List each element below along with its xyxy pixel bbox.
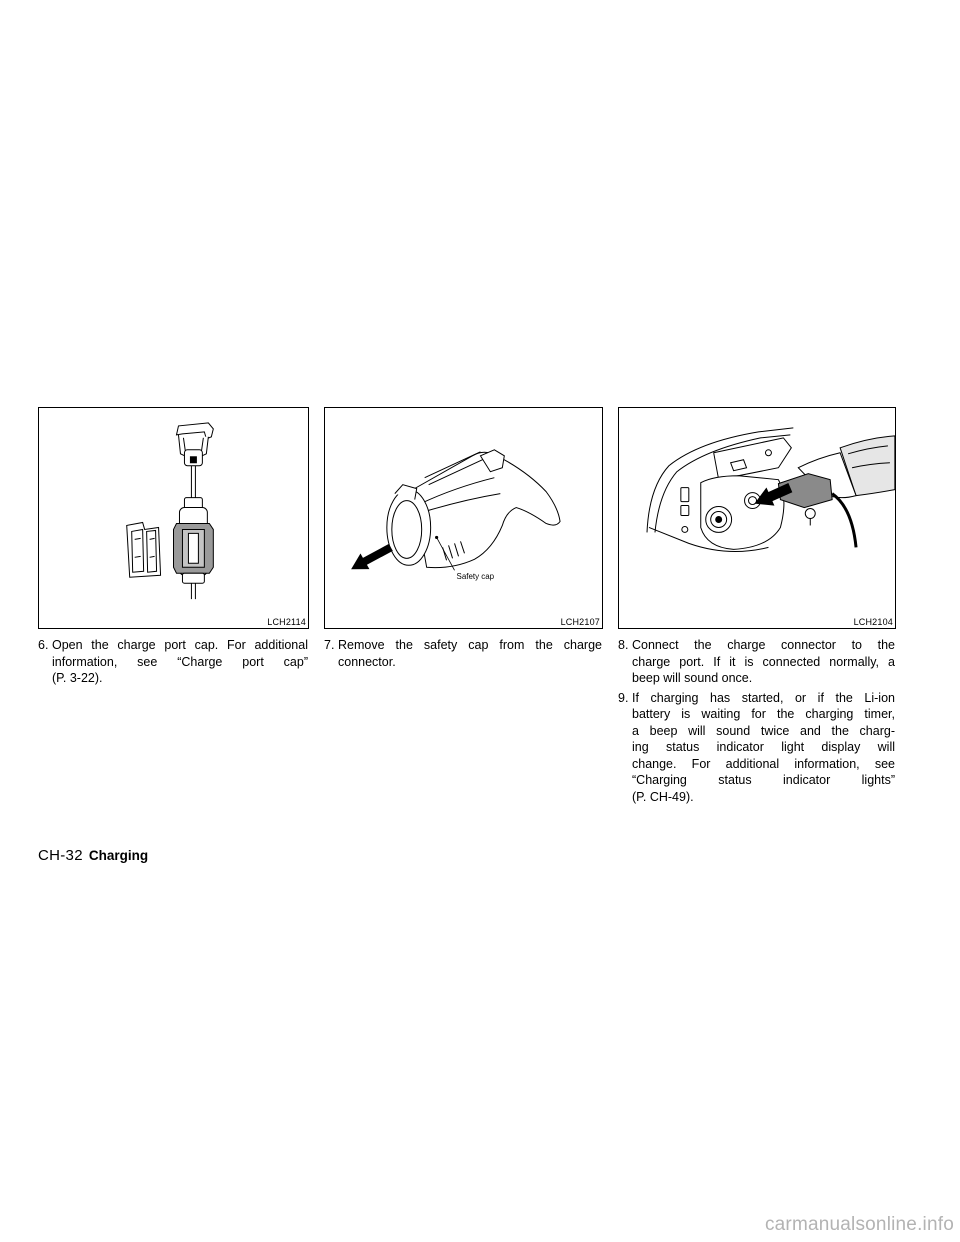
step-text-line: beep will sound once. (632, 671, 753, 685)
step-number: 8. (618, 638, 629, 652)
figure-safety-cap (324, 407, 603, 629)
page-footer (38, 847, 148, 865)
instruction-column-2 (324, 637, 602, 670)
step-text-line: If charging has started, or if the Li-ion (632, 690, 895, 705)
step-text-line: Open the charge port cap. For additional (52, 638, 308, 652)
step-text-line: ing status indicator light display will (632, 740, 895, 754)
instruction-column-1 (38, 637, 308, 687)
charge-connector-drawing (387, 450, 560, 568)
step-text-line: a beep will sound twice and the charg- (632, 723, 895, 738)
safety-cap-callout: Safety cap (456, 572, 495, 582)
connector-holder-drawing (127, 522, 161, 577)
hand-connector-drawing (778, 436, 894, 547)
step-text-line: (P. 3-22). (52, 671, 103, 685)
step-8 (618, 637, 895, 687)
step-text-line: (P. CH-49). (632, 789, 694, 804)
step-text-line: battery is waiting for the charging timer, (632, 707, 895, 721)
figure-charge-connector-holder (38, 407, 309, 629)
watermark: carmanualsonline.info (764, 1214, 954, 1235)
step-number: 9. (618, 690, 629, 705)
instruction-column-3 (618, 637, 895, 805)
step-9 (618, 690, 895, 806)
section-title: Charging (88, 848, 149, 863)
page-number: CH-32 (38, 847, 83, 864)
step-text-line: connector. (338, 654, 396, 669)
step-text-line: information, see “Charge port cap” (52, 654, 308, 669)
charge-connector-drawing (174, 423, 214, 599)
safety-cap-illustration (325, 408, 602, 628)
step-7 (324, 637, 602, 670)
step-number: 7. (324, 638, 335, 652)
charge-port-illustration (619, 408, 895, 628)
charge-connector-holder-illustration (39, 408, 308, 628)
step-text-line: change. For additional information, see (632, 756, 895, 771)
direction-arrow-icon (351, 544, 393, 569)
step-6 (38, 637, 308, 687)
figure-code: LCH2114 (267, 617, 306, 627)
step-text-line: charge port. If it is connected normally, a (632, 654, 895, 669)
car-body-drawing (647, 428, 793, 552)
figure-connect-charge-port (618, 407, 896, 629)
step-text-line: Connect the charge connector to the (632, 638, 895, 652)
step-text-line: “Charging status indicator lights” (632, 773, 895, 787)
step-number: 6. (38, 638, 49, 652)
step-text-line: Remove the safety cap from the charge (338, 638, 602, 652)
figure-code: LCH2104 (853, 617, 893, 627)
figure-code: LCH2107 (560, 617, 600, 627)
